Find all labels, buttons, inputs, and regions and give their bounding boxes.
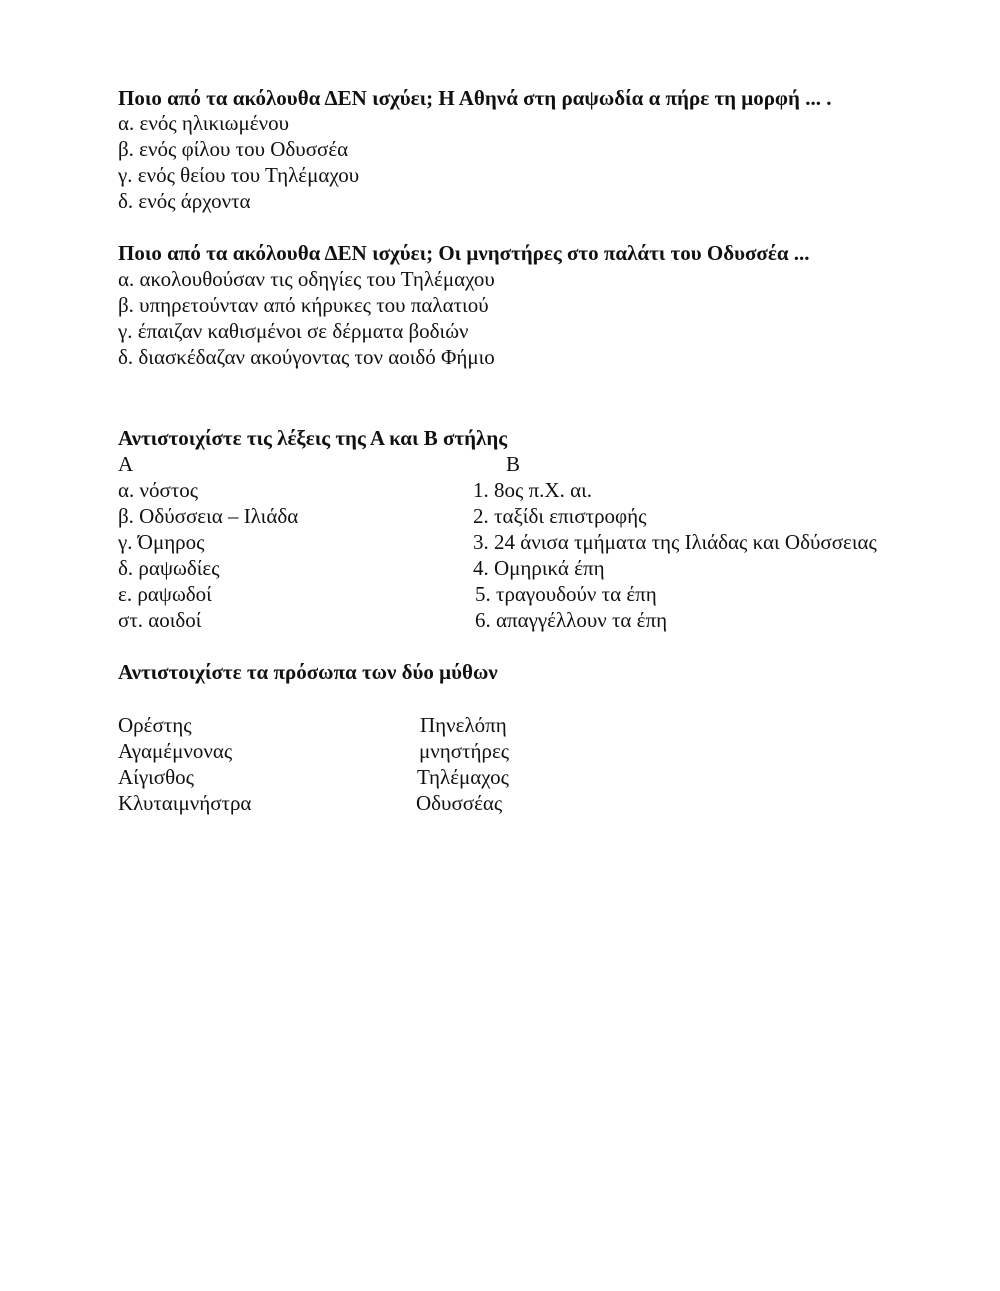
match-2-col-b-item: Τηλέμαχος [417, 765, 509, 789]
match-1-col-b-item: 3. 24 άνισα τμήματα της Ιλιάδας και Οδύσσειας [473, 530, 877, 554]
match-2-col-a-item: Αγαμέμνονας [118, 739, 233, 763]
question-2-option-a: α. ακολουθούσαν τις οδηγίες του Τηλέμαχου [118, 267, 495, 291]
match-1-header-b: Β [506, 452, 521, 476]
question-2-option-c: γ. έπαιζαν καθισμένοι σε δέρματα βοδιών [118, 319, 469, 343]
match-1-col-b-item: 4. Ομηρικά έπη [473, 556, 605, 580]
match-1-title: Αντιστοιχίστε τις λέξεις της Α και Β στήλης [118, 426, 508, 450]
question-1-option-a: α. ενός ηλικιωμένου [118, 111, 289, 135]
question-2-option-d: δ. διασκέδαζαν ακούγοντας τον αοιδό Φήμιο [118, 345, 495, 369]
question-1-option-d: δ. ενός άρχοντα [118, 189, 251, 213]
question-1-option-b: β. ενός φίλου του Οδυσσέα [118, 137, 349, 161]
match-1-col-a-item: α. νόστος [118, 478, 199, 502]
match-1-col-a-item: ε. ραψωδοί [118, 582, 212, 606]
match-1-col-b-item: 1. 8ος π.Χ. αι. [473, 478, 592, 502]
match-1-col-a-item: β. Οδύσσεια – Ιλιάδα [118, 504, 299, 528]
match-2-col-a-item: Ορέστης [118, 713, 192, 737]
question-2-option-b: β. υπηρετούνταν από κήρυκες του παλατιού [118, 293, 489, 317]
match-1-col-b-item: 5. τραγουδούν τα έπη [475, 582, 657, 606]
question-2-title: Ποιο από τα ακόλουθα ΔΕΝ ισχύει; Οι μνηστήρες στο παλάτι του Οδυσσέα ... [118, 241, 810, 265]
match-1-col-a-item: γ. Όμηρος [118, 530, 205, 554]
match-1-col-b-item: 6. απαγγέλλουν τα έπη [475, 608, 668, 632]
match-2-col-b-item: Οδυσσέας [416, 791, 503, 815]
match-1-col-b-item: 2. ταξίδι επιστροφής [473, 504, 647, 528]
match-1-col-a-item: δ. ραψωδίες [118, 556, 220, 580]
match-1-header-a: Α [118, 452, 134, 476]
match-1-col-a-item: στ. αοιδοί [118, 608, 202, 632]
match-2-col-a-item: Κλυταιμνήστρα [118, 791, 252, 815]
match-2-title: Αντιστοιχίστε τα πρόσωπα των δύο μύθων [118, 660, 498, 684]
match-2-col-a-item: Αίγισθος [118, 765, 194, 789]
match-2-col-b-item: Πηνελόπη [420, 713, 507, 737]
match-2-col-b-item: μνηστήρες [419, 739, 510, 763]
question-1-option-c: γ. ενός θείου του Τηλέμαχου [118, 163, 360, 187]
question-1-title: Ποιο από τα ακόλουθα ΔΕΝ ισχύει; Η Αθηνά στη ραψωδία α πήρε τη μορφή ... . [118, 86, 832, 110]
